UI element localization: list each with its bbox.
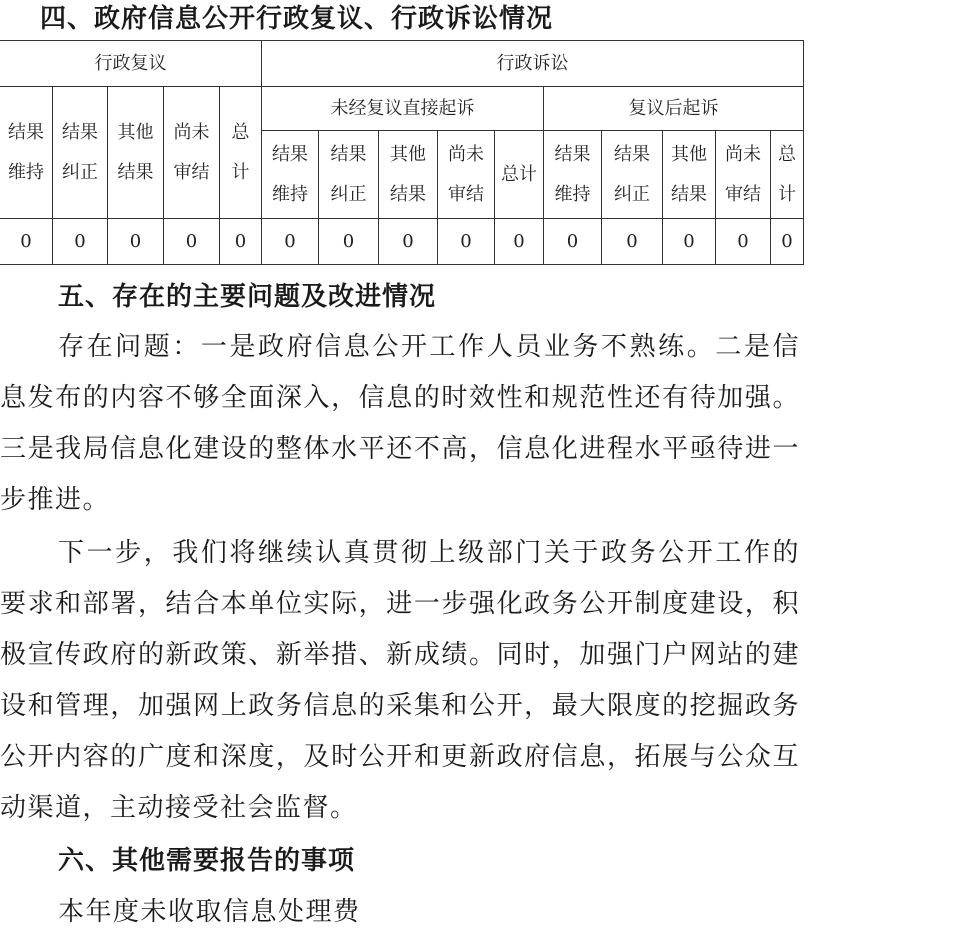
header-direct-pending: 尚未 审结 bbox=[438, 131, 495, 219]
header-review-correct: 结果 纠正 bbox=[53, 87, 108, 219]
value-direct-correct: 0 bbox=[319, 219, 379, 265]
value-after-other: 0 bbox=[663, 219, 716, 265]
header-direct-correct: 结果 纠正 bbox=[319, 131, 379, 219]
value-review-correct: 0 bbox=[53, 219, 108, 265]
problems-paragraph: 存在问题：一是政府信息公开工作人员业务不熟练。二是信息发布的内容不够全面深入，信息的时效性和规范性还有待加强。三是我局信息化建设的整体水平还不高，信息化进程水平亟待进一步推进。 bbox=[0, 332, 800, 515]
value-after-total: 0 bbox=[771, 219, 804, 265]
next-steps-paragraph: 下一步，我们将继续认真贯彻上级部门关于政务公开工作的要求和部署，结合本单位实际，进一步强化政务公开制度建设，积极宣传政府的新政策、新举措、新成绩。同时，加强门户网站的建设和管理，加强网上政务信息的采集和公开，最大限度的挖掘政务公开内容的广度和深度，及时公开和更新政府信息，拓展与公众互动渠道，主动接受社会监督。 bbox=[0, 538, 800, 823]
header-review-maintain: 结果 维持 bbox=[0, 87, 53, 219]
value-review-total: 0 bbox=[220, 219, 262, 265]
table-row bbox=[0, 41, 804, 87]
value-direct-pending: 0 bbox=[438, 219, 495, 265]
section-six-heading: 六、其他需要报告的事项 bbox=[58, 846, 356, 876]
header-direct-suit: 未经复议直接起诉 bbox=[262, 87, 544, 131]
value-direct-total: 0 bbox=[495, 219, 544, 265]
header-after-total: 总 计 bbox=[771, 131, 804, 219]
section-five-heading: 五、存在的主要问题及改进情况 bbox=[58, 282, 437, 312]
fees-paragraph: 本年度未收取信息处理费 bbox=[58, 897, 361, 927]
value-review-other: 0 bbox=[108, 219, 164, 265]
header-suit-after-review: 复议后起诉 bbox=[544, 87, 804, 131]
header-direct-total: 总计 bbox=[495, 131, 544, 219]
value-after-pending: 0 bbox=[716, 219, 771, 265]
value-review-pending: 0 bbox=[164, 219, 220, 265]
header-after-correct: 结果 纠正 bbox=[602, 131, 663, 219]
header-after-maintain: 结果 维持 bbox=[544, 131, 602, 219]
section-four-heading: 四、政府信息公开行政复议、行政诉讼情况 bbox=[40, 4, 554, 34]
header-review-other: 其他 结果 bbox=[108, 87, 164, 219]
header-direct-maintain: 结果 维持 bbox=[262, 131, 319, 219]
value-direct-other: 0 bbox=[379, 219, 438, 265]
value-after-maintain: 0 bbox=[544, 219, 602, 265]
value-after-correct: 0 bbox=[602, 219, 663, 265]
value-review-maintain: 0 bbox=[0, 219, 53, 265]
header-after-pending: 尚未 审结 bbox=[716, 131, 771, 219]
header-direct-other: 其他 结果 bbox=[379, 131, 438, 219]
header-review-total: 总 计 bbox=[220, 87, 262, 219]
header-admin-review: 行政复议 bbox=[0, 41, 262, 87]
header-after-other: 其他 结果 bbox=[663, 131, 716, 219]
table-row bbox=[0, 219, 804, 265]
value-direct-maintain: 0 bbox=[262, 219, 319, 265]
header-review-pending: 尚未 审结 bbox=[164, 87, 220, 219]
header-admin-litigation: 行政诉讼 bbox=[262, 41, 804, 87]
review-litigation-table bbox=[0, 40, 804, 265]
table-row bbox=[0, 87, 804, 131]
